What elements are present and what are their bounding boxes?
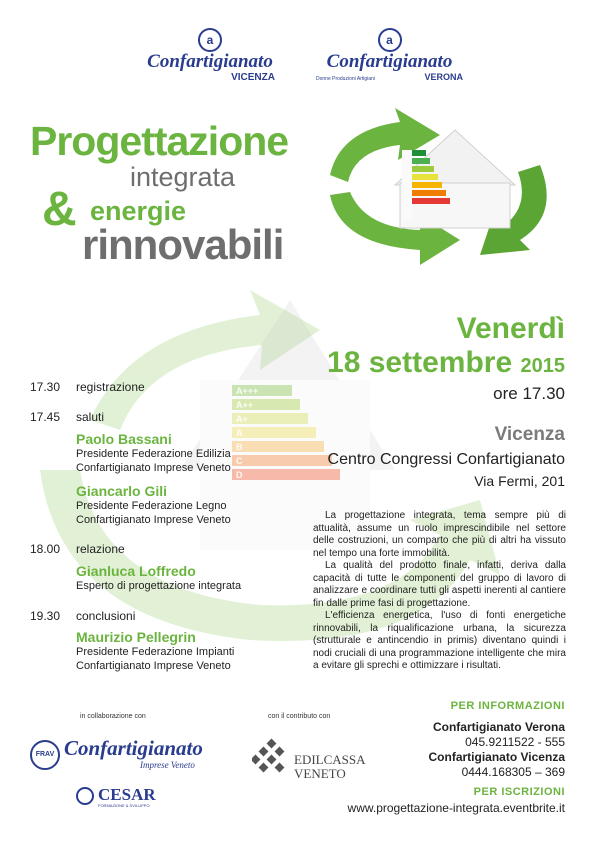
energy-label-letter: D xyxy=(236,470,243,480)
speaker-role: Presidente Federazione Legno xyxy=(76,500,227,512)
logo-confartigianato-verona xyxy=(312,28,467,82)
cesar-logo-name: CESAR xyxy=(98,785,156,804)
logo-confartigianato-imprese-veneto xyxy=(30,736,210,776)
logo-name: Confartigianato xyxy=(147,51,273,72)
title-line2: integrata xyxy=(130,162,236,192)
collab-logo-sub: Imprese Veneto xyxy=(140,760,195,770)
collab-logo-name: Confartigianato xyxy=(64,736,203,760)
program-label: conclusioni xyxy=(76,609,136,623)
edilcassa-line2: VENETO xyxy=(294,766,346,781)
speaker-block xyxy=(76,629,306,673)
edilcassa-diamond-icon xyxy=(252,738,292,778)
title-line1: Progettazione xyxy=(30,118,289,164)
logo-name: Confartigianato xyxy=(326,51,453,72)
speaker-block xyxy=(76,431,306,475)
description xyxy=(313,510,566,673)
speaker-block xyxy=(76,483,306,527)
event-date xyxy=(327,346,565,380)
edilcassa-line1: EDILCASSA xyxy=(294,752,366,767)
program-label: saluti xyxy=(76,410,105,424)
energy-label-letter: A+ xyxy=(236,414,248,424)
description-paragraph: La qualità del prodotto finale, infatti, deriva dalla capacità di tutte le componenti del gruppo di lavoro di analizzare e coordinare tutti gli aspetti inerenti al cantiere fin dalle prime fasi di progettazione. xyxy=(313,560,566,609)
speaker-name: Paolo Bassani xyxy=(76,431,172,447)
title-line3: energie xyxy=(90,196,187,226)
speaker-role: Presidente Federazione Edilizia xyxy=(76,448,231,460)
program-time: 19.30 xyxy=(30,609,61,623)
speaker-name: Maurizio Pellegrin xyxy=(76,629,196,645)
program-item xyxy=(30,380,280,396)
event-year: 2015 xyxy=(520,355,565,377)
speaker-role: Confartigianato Imprese Veneto xyxy=(76,462,231,474)
event-address: Via Fermi, 201 xyxy=(474,473,565,489)
title-ampersand: & xyxy=(42,183,77,236)
energy-label-letter: B xyxy=(236,442,243,452)
frav-badge-text: FRAV xyxy=(35,751,55,758)
collab-label: in collaborazione con xyxy=(80,713,146,720)
program-time: 17.30 xyxy=(30,380,61,394)
program-item xyxy=(30,410,280,426)
energy-label-letter: A++ xyxy=(236,400,254,410)
frav-badge-icon xyxy=(30,740,60,770)
description-paragraph: La progettazione integrata, tema sempre più di attualità, assume un ruolo imprescindibile nel settore delle costruzioni, un comparto che più di altri ha vissuto nel tempo una forte immobilità. xyxy=(313,510,566,559)
title-line4: rinnovabili xyxy=(82,221,284,268)
logo-edilcassa-veneto xyxy=(252,738,372,788)
event-venue: Centro Congressi Confartigianato xyxy=(327,451,565,468)
program-time: 18.00 xyxy=(30,542,61,556)
contact-org: Confartigianato Vicenza xyxy=(428,750,565,764)
event-city: Vicenza xyxy=(494,424,565,445)
speaker-name: Giancarlo Gili xyxy=(76,483,168,499)
speaker-role: Presidente Federazione Impianti xyxy=(76,646,235,658)
logo-cesar xyxy=(76,785,196,809)
program-label: relazione xyxy=(76,542,125,556)
speaker-role: Esperto di progettazione integrata xyxy=(76,580,242,592)
energy-label-letter: A xyxy=(236,428,243,438)
energy-label-letter: C xyxy=(236,456,243,466)
logo-emblem-icon: a xyxy=(378,28,402,52)
logo-tagline: Donne Produzioni Artigiani xyxy=(316,76,375,82)
energy-label-letter: A+++ xyxy=(236,386,259,396)
event-day: Venerdì xyxy=(456,312,565,345)
contact-org: Confartigianato Verona xyxy=(432,720,565,734)
speaker-role: Confartigianato Imprese Veneto xyxy=(76,514,231,526)
contrib-label: con il contributo con xyxy=(268,713,331,720)
program-time: 17.45 xyxy=(30,410,61,424)
registration-title: PER ISCRIZIONI xyxy=(473,786,565,798)
program-label: registrazione xyxy=(76,380,145,394)
logo-city: VICENZA xyxy=(231,72,275,83)
speaker-role: Confartigianato Imprese Veneto xyxy=(76,660,231,672)
event-date-text: 18 settembre xyxy=(327,346,513,379)
logo-confartigianato-vicenza xyxy=(135,28,285,83)
contact-phone: 0444.168305 – 369 xyxy=(461,765,565,779)
speaker-name: Gianluca Loffredo xyxy=(76,563,196,579)
program-item xyxy=(30,542,280,558)
cesar-logo-sub: FORMAZIONE & SVILUPPO xyxy=(98,803,150,808)
program-item xyxy=(30,609,280,625)
contact-phone: 045.9211522 - 555 xyxy=(465,735,565,749)
logo-city: VERONA xyxy=(424,72,463,82)
speaker-block xyxy=(76,563,306,593)
info-title: PER INFORMAZIONI xyxy=(450,700,565,712)
logo-emblem-icon: a xyxy=(198,28,222,52)
event-time: ore 17.30 xyxy=(493,384,565,403)
cesar-globe-icon xyxy=(76,787,94,805)
description-paragraph: L'efficienza energetica, l'uso di fonti energetiche rinnovabili, la riqualificazione urbana, la sicurezza (strutturale e antincendio in primis) diventano quindi i nodi cruciali di una programmazione intelligente che mira a evitare gli sprechi e ottimizzare i risultati. xyxy=(313,610,566,671)
registration-url-link[interactable]: www.progettazione-integrata.eventbrite.it xyxy=(347,801,565,815)
